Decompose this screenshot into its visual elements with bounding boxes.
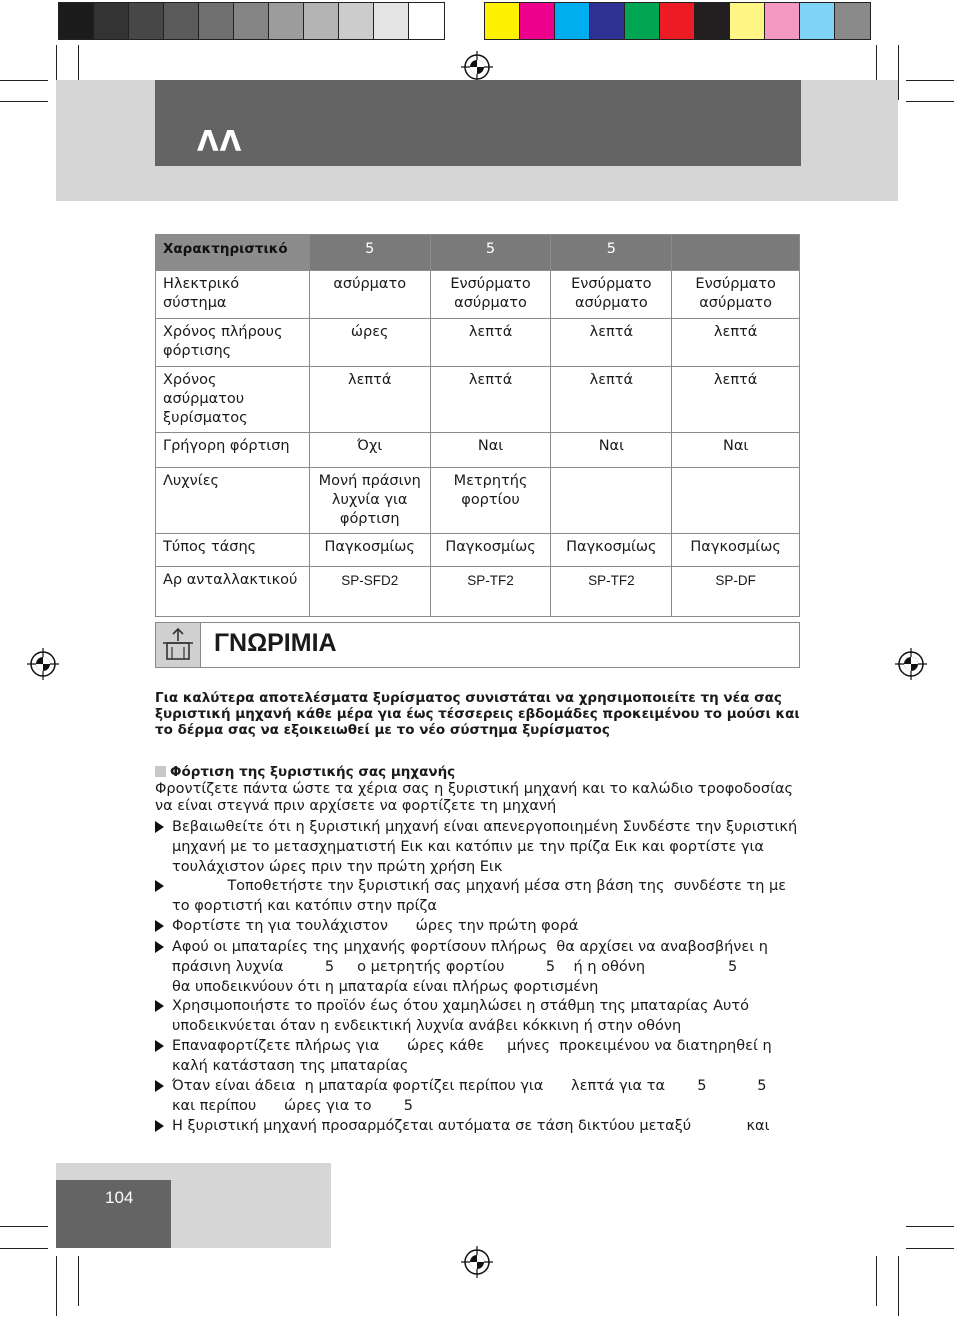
table-cell: Ναι [551,433,672,468]
table-cell: λεπτά [430,367,551,433]
table-header-row [156,235,800,271]
table-row [156,319,800,367]
arrow-bullet-icon [155,880,164,892]
table-cell: Παγκοσμίως [672,534,800,567]
color-swatch [409,3,444,39]
part-number: SP-SFD2 [341,573,399,588]
table-cell [551,468,672,534]
table-cell: λεπτά [672,367,800,433]
table-cell: Χρόνος πλήρους φόρτισης [156,319,310,367]
crop-mark [906,1226,954,1227]
list-item [155,817,800,877]
table-cell: Αρ ανταλλακτικού [156,567,310,617]
crop-mark [906,80,954,81]
table-row [156,468,800,534]
crop-mark [906,101,954,102]
list-item [155,876,800,916]
arrow-bullet-icon [155,920,164,932]
list-item [155,1116,800,1136]
crop-mark [898,45,899,100]
header-title-bar [155,80,801,166]
subheading-text: Φόρτιση της ξυριστικής σας μηχανής [170,764,456,780]
table-cell: Γρήγορη φόρτιση [156,433,310,468]
table-cell: Όχι [309,433,430,468]
table-cell: Τύπος τάσης [156,534,310,567]
crop-mark [0,101,48,102]
color-swatch [59,3,94,39]
registration-mark-icon [461,1246,493,1278]
table-cell: Ναι [430,433,551,468]
arrow-bullet-icon [155,1000,164,1012]
table-cell: λεπτά [430,319,551,367]
table-cell: λεπτά [672,319,800,367]
language-title: ΛΛ [197,125,243,158]
color-swatch [555,3,590,39]
color-swatch [835,3,870,39]
list-item-text: Τοποθετήστε την ξυριστική σας μηχανή μέσα στη βάση της συνδέστε τη με το φορτιστή και κατόπιν στην πρίζα [172,878,791,914]
table-cell: Λυχνίες [156,468,310,534]
list-item-text: Χρησιμοποιήστε το προϊόν έως ότου χαμηλώσει η στάθμη της μπαταρίας Αυτό υποδεικνύεται όταν η ενδεικτική λυχνία ανάβει κόκκινη ή στην οθόνη [172,998,749,1034]
box-unpack-icon [156,623,201,667]
table-row [156,567,800,617]
column-header: 5 [309,235,430,271]
list-item-text: Επαναφορτίζετε πλήρως για ώρες κάθε μήνες προκειμένου να διατηρηθεί η καλή κατάσταση της μπαταρίας [172,1038,777,1074]
table-cell: Ενσύρματο ασύρματο [430,271,551,319]
list-item [155,937,821,997]
column-header: 5 [430,235,551,271]
arrow-bullet-icon [155,1080,164,1092]
list-item-text: Η ξυριστική μηχανή προσαρμόζεται αυτόματα σε τάση δικτύου μεταξύ και [172,1118,770,1134]
table-cell: Μονή πράσινη λυχνία για φόρτιση [309,468,430,534]
color-swatch [94,3,129,39]
color-swatch [339,3,374,39]
table-cell: Παγκοσμίως [309,534,430,567]
list-item [155,1076,831,1116]
subheading [155,764,455,780]
table-cell: Παγκοσμίως [551,534,672,567]
part-number: SP-DF [715,573,756,588]
crop-mark [78,1256,79,1306]
crop-mark [56,1256,57,1316]
list-item [155,916,800,936]
list-item-text: Βεβαιωθείτε ότι η ξυριστική μηχανή είναι απενεργοποιημένη Συνδέστε την ξυριστική μηχανή με το μετασχηματιστή Εικ και κατόπιν με την πρίζα Εικ και φορτίστε για τουλάχιστον ώρες πριν την πρώτη χρήση Εικ [172,819,798,875]
column-header [672,235,800,271]
table-cell: Χρόνος ασύρματου ξυρίσματος [156,367,310,433]
table-cell: ασύρματο [309,271,430,319]
table-cell: Παγκοσμίως [430,534,551,567]
table-cell: ώρες [309,319,430,367]
table-cell: λεπτά [309,367,430,433]
grayscale-calibration-bar [58,2,445,40]
color-swatch [625,3,660,39]
color-swatch [660,3,695,39]
color-swatch [695,3,730,39]
color-swatch [234,3,269,39]
color-swatch [199,3,234,39]
table-cell: Ενσύρματο ασύρματο [672,271,800,319]
part-number: SP-TF2 [588,573,635,588]
table-row [156,534,800,567]
section-title: ΓΝΩΡΙΜΙΑ [214,629,337,657]
crop-mark [0,1248,48,1249]
table-cell [672,468,800,534]
arrow-bullet-icon [155,1120,164,1132]
table-cell: Ενσύρματο ασύρματο [551,271,672,319]
section-heading [155,622,800,668]
table-row [156,367,800,433]
column-header: Χαρακτηριστικό [156,235,310,271]
list-item-text: Φορτίστε τη για τουλάχιστον ώρες την πρώτη φορά [172,918,579,934]
color-swatch [520,3,555,39]
arrow-bullet-icon [155,1040,164,1052]
table-cell: λεπτά [551,367,672,433]
color-swatch [485,3,520,39]
table-cell: Μετρητής φορτίου [430,468,551,534]
list-item-text: Όταν είναι άδεια η μπαταρία φορτίζει περίπου για λεπτά για τα 5 5 και περίπου ώρες για το 5 [172,1078,831,1114]
crop-mark [0,1226,48,1227]
arrow-bullet-icon [155,821,164,833]
list-item [155,1036,800,1076]
crop-mark [898,1256,899,1316]
square-bullet-icon [155,766,166,777]
list-item [155,996,800,1036]
color-calibration-bar [484,2,871,40]
list-item-text: Αφού οι μπαταρίες της μηχανής φορτίσουν πλήρως θα αρχίσει να αναβοσβήνει η πράσινη λυχνία 5 ο μετρητής φορτίου 5 ή η οθόνη 5 θα υποδεικνύουν ότι η μπαταρία είναι πλήρως φορτισμένη [172,939,821,995]
table-cell [672,567,800,617]
table-cell: λεπτά [551,319,672,367]
table-cell: Ηλεκτρικό σύστημα [156,271,310,319]
arrow-bullet-icon [155,941,164,953]
charging-paragraph: Φροντίζετε πάντα ώστε τα χέρια σας η ξυριστική μηχανή και το καλώδιο τροφοδοσίας να είναι στεγνά πριν αρχίσετε να φορτίζετε τη μηχανή [155,781,794,814]
table-row [156,271,800,319]
color-swatch [164,3,199,39]
color-swatch [304,3,339,39]
table-cell: Ναι [672,433,800,468]
registration-mark-icon [27,648,59,680]
registration-mark-icon [461,51,493,83]
crop-mark [906,1248,954,1249]
crop-mark [0,80,48,81]
color-swatch [800,3,835,39]
color-swatch [129,3,164,39]
color-swatch [374,3,409,39]
registration-mark-icon [895,648,927,680]
part-number: SP-TF2 [467,573,514,588]
specification-table [155,234,800,617]
page-number: 104 [105,1188,134,1207]
intro-paragraph: Για καλύτερα αποτελέσματα ξυρίσματος συνιστάται να χρησιμοποιείτε τη νέα σας ξυριστική μηχανή κάθε μέρα για έως τέσσερεις εβδομάδες προκειμένου το μούσι και το δέρμα σας να εξοικειωθεί με το νέο σύστημα ξυρίσματος [155,690,800,738]
column-header: 5 [551,235,672,271]
color-swatch [730,3,765,39]
color-swatch [765,3,800,39]
table-row [156,433,800,468]
color-swatch [590,3,625,39]
table-cell [309,567,430,617]
table-cell [551,567,672,617]
color-swatch [269,3,304,39]
crop-mark [876,1256,877,1306]
table-cell [430,567,551,617]
